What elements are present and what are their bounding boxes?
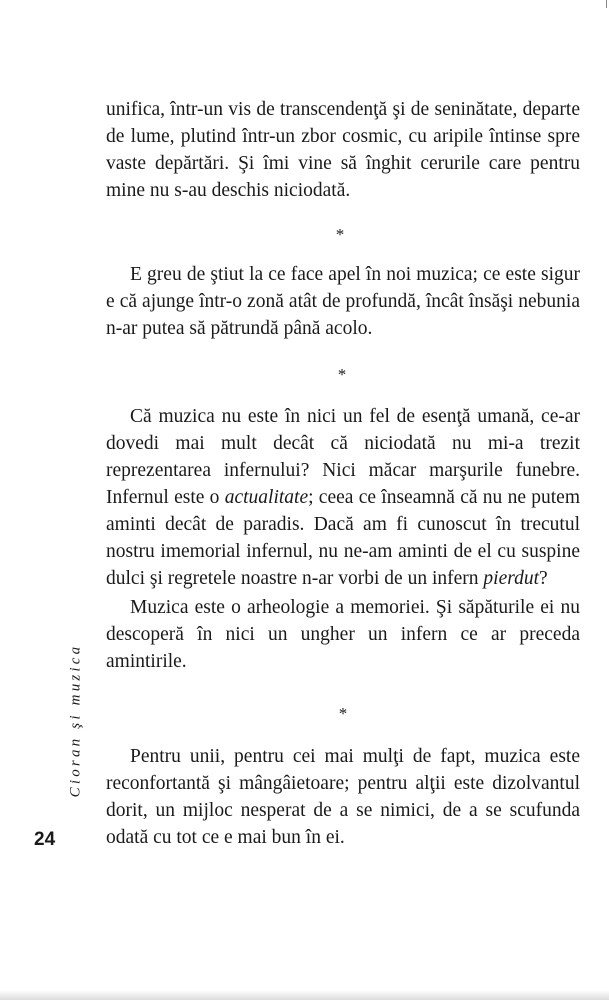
section-divider-asterisk: *	[337, 365, 347, 384]
paragraph	[106, 403, 580, 592]
page-bottom-edge	[0, 990, 609, 1000]
text-run: ?	[539, 568, 548, 589]
section-divider-asterisk: *	[335, 225, 345, 244]
text-section-1	[106, 96, 580, 204]
page-number: 24	[34, 829, 56, 850]
text-section-4	[106, 743, 580, 851]
paragraph: E greu de ştiut la ce face apel în noi muzica; ce este sigur e că ajunge într-o zonă atât de profundă, încât însăşi nebunia n-ar putea să pătrundă până acolo.	[106, 264, 580, 339]
paragraph: Pentru unii, pentru cei mai mulţi de fapt, muzica este reconfortantă şi mângâietoare; pentru alţii este dizolvantul dorit, un mijloc nesperat de a se nimici, de a se scufunda odată cu tot ce e mai bun în ei.	[106, 746, 580, 848]
emphasis-word: actualitate	[224, 487, 309, 508]
text-section-3	[106, 403, 580, 675]
text-run: Că muzica nu este în nici un fel de esenţă umană, ce-ar dovedi mai mult decât că niciodată nu mi-a trezit reprezentarea infernului? Nici măcar marşurile funebre. Infernul este o	[106, 406, 580, 508]
text-run: ; ceea ce înseamnă că nu ne putem aminti decât de paradis. Dacă am fi cunoscut în trecutul nostru imemorial infernul, nu ne-am aminti de el cu suspine dulci şi regretele noastre n-ar vorbi de un infern	[106, 487, 580, 589]
paragraph: Muzica este o arheologie a memoriei. Şi săpăturile ei nu descoperă în nici un ungher un infern ce ar preceda amintirile.	[106, 597, 580, 672]
paragraph: unifica, într-un vis de transcendenţă şi de seninătate, departe de lume, plutind într-un zbor cosmic, cu aripile întinse spre vaste depărtări. Şi îmi vine să înghit cerurile care pentru mine nu s-au deschis niciodată.	[106, 99, 580, 201]
running-head-text: Cioran şi muzica	[67, 643, 84, 798]
section-divider-asterisk: *	[338, 704, 348, 723]
scan-mark	[606, 0, 607, 8]
emphasis-word: pierdut	[483, 568, 540, 589]
text-section-2	[106, 261, 580, 342]
